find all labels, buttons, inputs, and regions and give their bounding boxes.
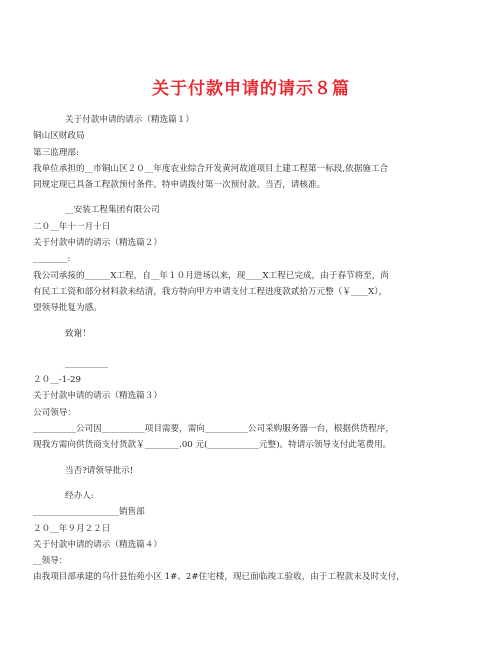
- closing: 致谢！: [65, 328, 91, 339]
- recipient: 铜山区财政局: [33, 131, 85, 142]
- paragraph-line: 现我方需向供货商支付货款￥________.00 元(____________元整)。特请示领导支付此笔费用。: [33, 440, 392, 451]
- section-heading-4: 关于付款申请的请示（精选篇４）: [33, 539, 162, 550]
- paragraph-line: 望领导批复为感。: [33, 303, 102, 314]
- document-title: 关于付款申请的请示８篇: [152, 79, 350, 99]
- signature-date: ２０__年９月２２日: [33, 523, 111, 534]
- paragraph-line: 由我项目部承建的乌什县怡苑小区 1#、2#住宅楼，现已面临竣工验收，由于工程款未及时支付，: [33, 572, 405, 583]
- paragraph-line: 同规定现已具备工程款预付条件。特申请拨付第一次预付款。当否，请核准。: [33, 180, 326, 191]
- salutation: ________:: [33, 254, 71, 265]
- paragraph-line: 有民工工资和部分材料款未结清，我方特向甲方申请支付工程进度款贰拾万元整（￥____X），: [33, 286, 388, 297]
- document-body: [33, 112, 473, 586]
- signature-company: __安装工程集团有限公司: [65, 205, 160, 216]
- signature-date: ２０__-1-29: [33, 375, 81, 386]
- salutation: __领导：: [33, 556, 68, 567]
- salutation: 公司领导：: [33, 407, 76, 418]
- section-heading-2: 关于付款申请的请示（精选篇２）: [33, 238, 162, 249]
- signature-date: 二０__年十一月十日: [33, 221, 111, 232]
- paragraph-line: 我公司承接的______X工程，自__年１０月进场以来，现____X工程已完成，由于春节将至，尚: [33, 270, 389, 281]
- paragraph-line: 我单位承担的__市铜山区２０__年度农业综合开发黄河故道项目土建工程第一标段,依据施工合: [33, 163, 389, 174]
- signature-department: ____________________销售部: [33, 507, 145, 518]
- closing: 当否?请领导批示!: [65, 465, 134, 476]
- signature-blank: __________: [65, 358, 108, 369]
- section-heading-1: 关于付款申请的请示（精选篇１）: [65, 115, 194, 125]
- handler-label: 经办人:: [65, 490, 94, 501]
- salutation: 第三监理部:: [33, 147, 79, 158]
- section-heading-3: 关于付款申请的请示（精选篇３）: [33, 391, 162, 402]
- paragraph-line: __________公司因__________项目需要，需向__________公司采购服务器一台，根据供货程序，: [33, 424, 394, 435]
